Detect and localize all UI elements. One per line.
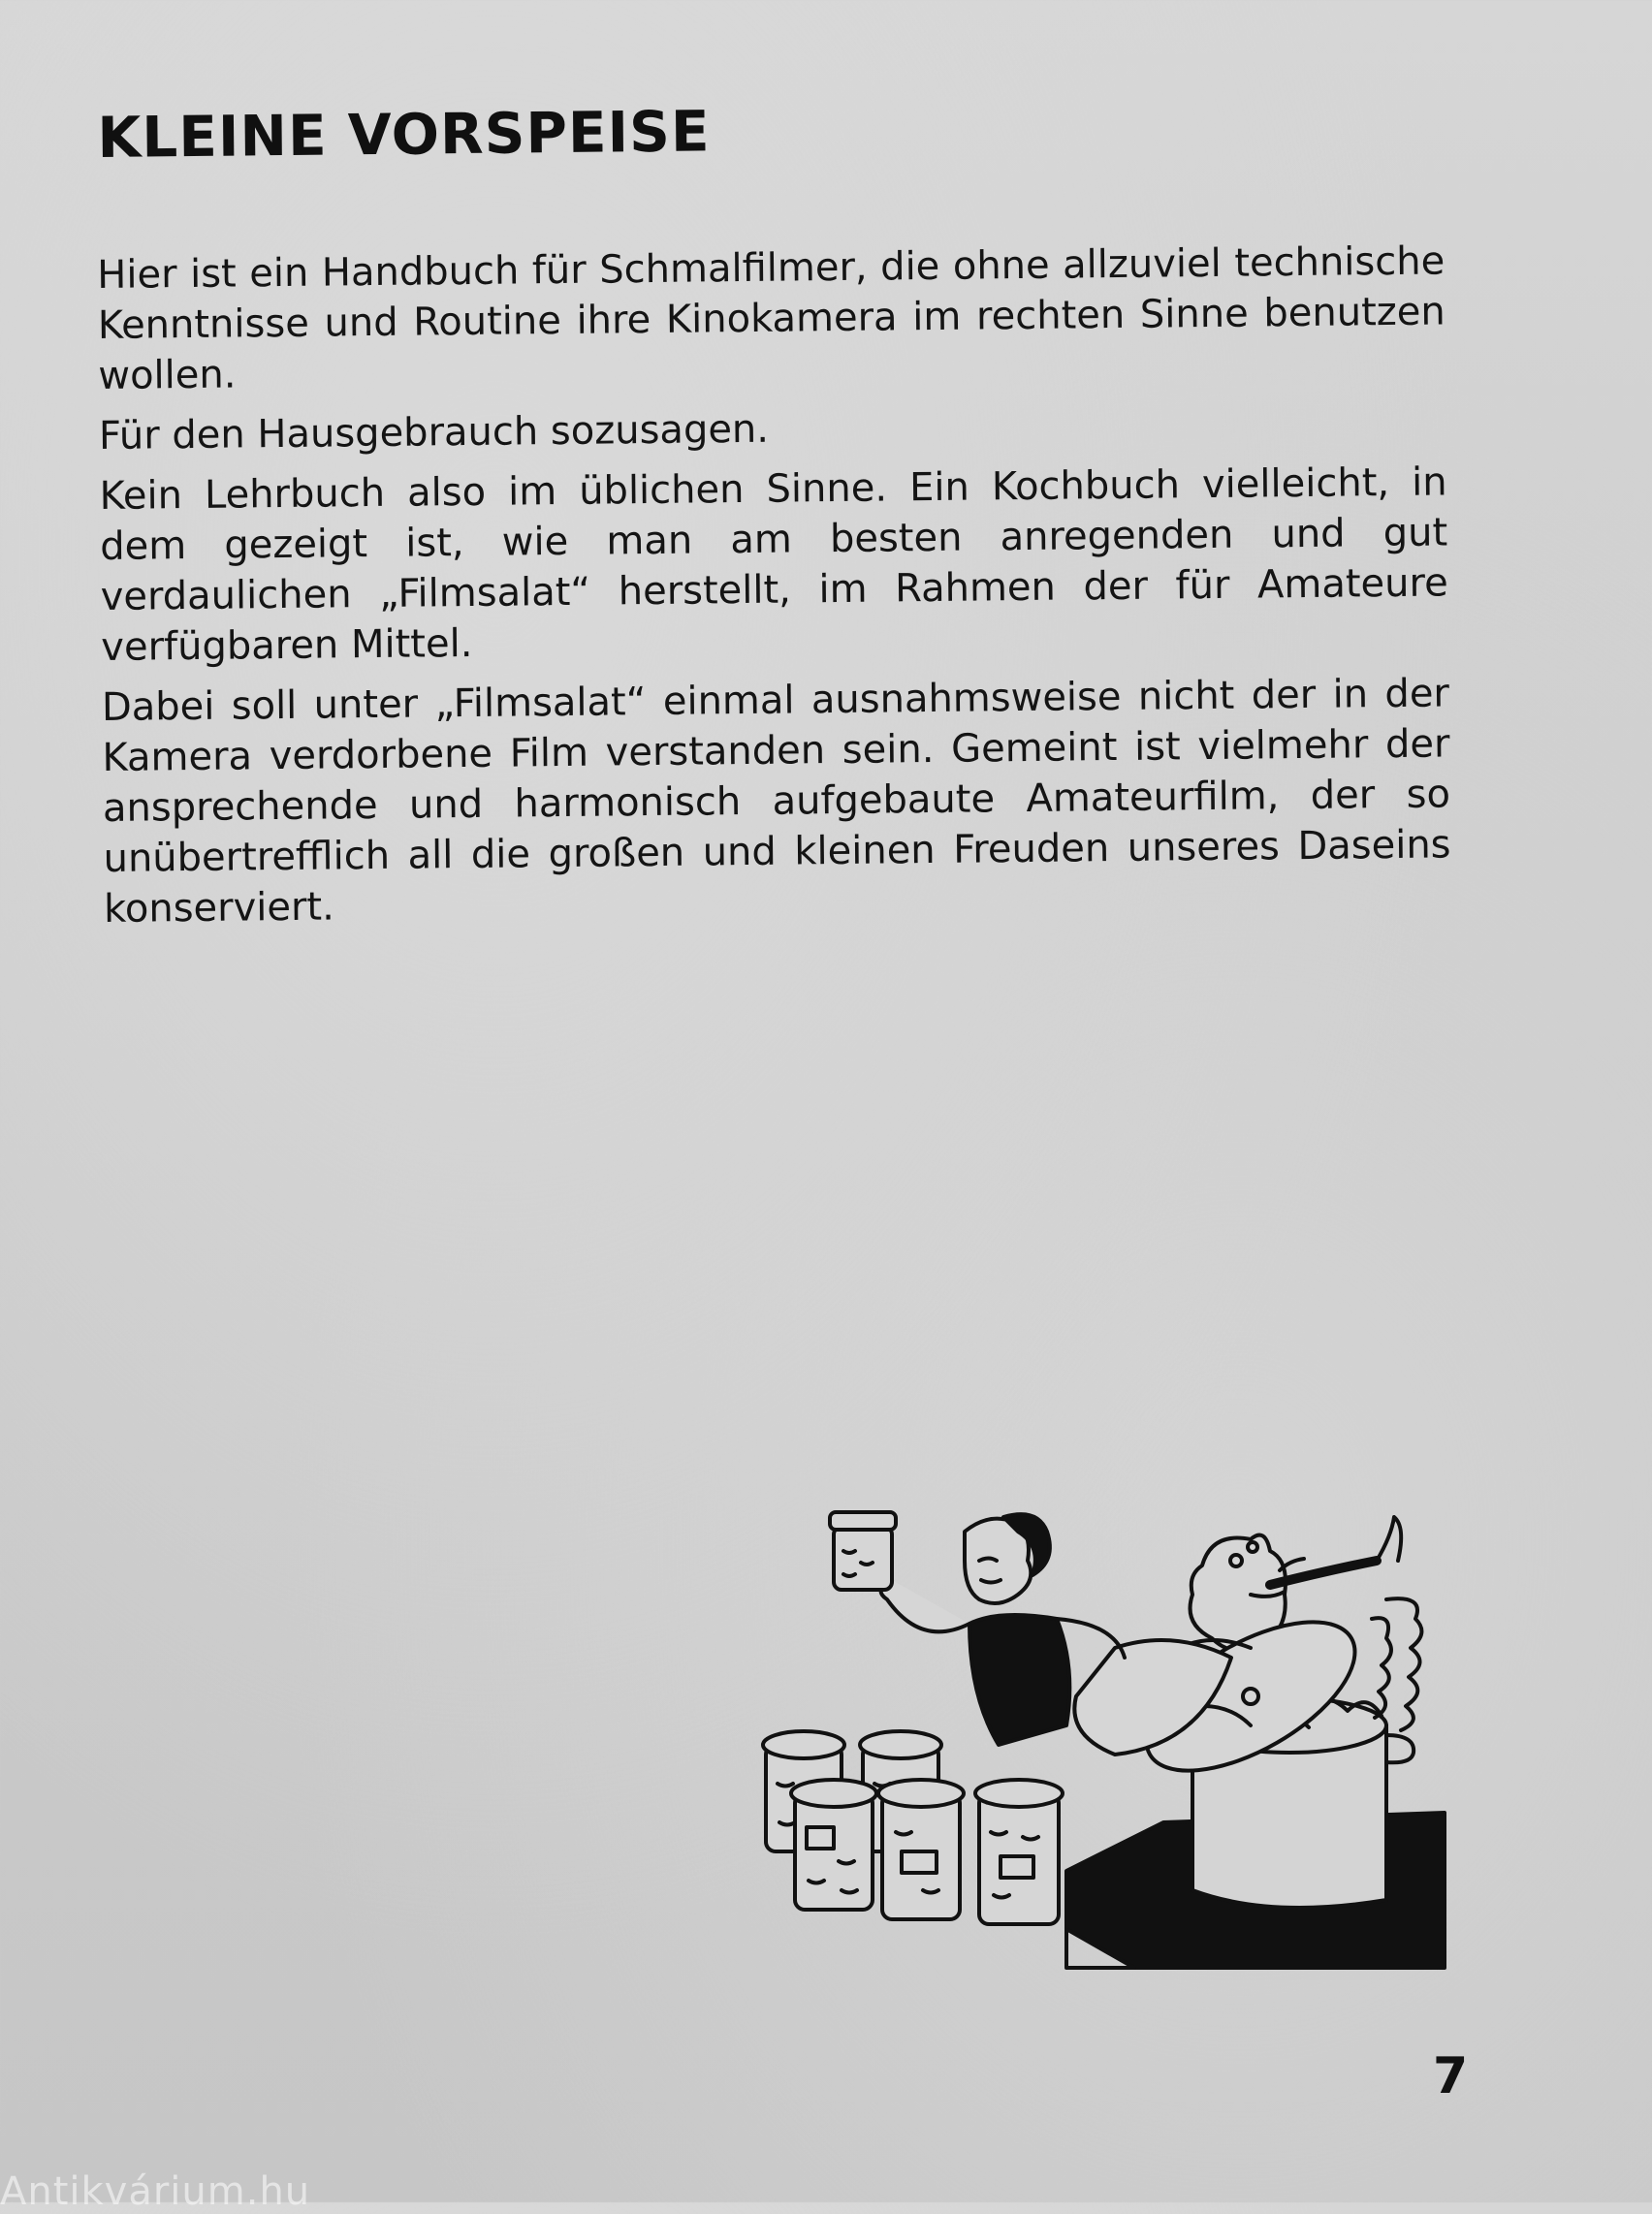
cooking-cartoon-illustration [747, 1502, 1464, 1987]
jar-3 [791, 1780, 876, 1910]
page-heading: KLEINE VORSPEISE [97, 98, 711, 171]
jar-4 [878, 1780, 964, 1919]
preserve-jars [763, 1731, 1063, 1924]
held-jar [830, 1512, 896, 1590]
body-text [97, 236, 1451, 944]
paragraph-3: Kein Lehrbuch also im üblichen Sinne. Ein Kochbuch vielleicht, in dem gezeigt ist, wie man am besten anregenden und gut verdaulichen „Filmsalat“ herstellt, im Rahmen der für Amateure verfügbaren Mittel. [99, 459, 1448, 670]
watermark: Antikvárium.hu [0, 2169, 311, 2214]
page-number: 7 [1433, 2047, 1469, 2105]
paragraph-2: Für den Hausgebrauch sozusagen. [98, 406, 770, 459]
paragraph-4: Dabei soll unter „Filmsalat“ einmal ausnahmsweise nicht der in der Kamera verdorbene Film verstanden sein. Gemeint ist vielmehr der ansprechende und harmonisch aufgebaute Amateurfilm, der so unübertrefflich all die großen und kleinen Freuden unseres Daseins konserviert. [101, 671, 1451, 932]
paragraph-1: Hier ist ein Handbuch für Schmalfilmer, die ohne allzuviel technische Kenntnisse und Routine ihre Kinokamera im rechten Sinne benutzen wollen. [97, 238, 1446, 398]
jar-5 [975, 1780, 1063, 1924]
